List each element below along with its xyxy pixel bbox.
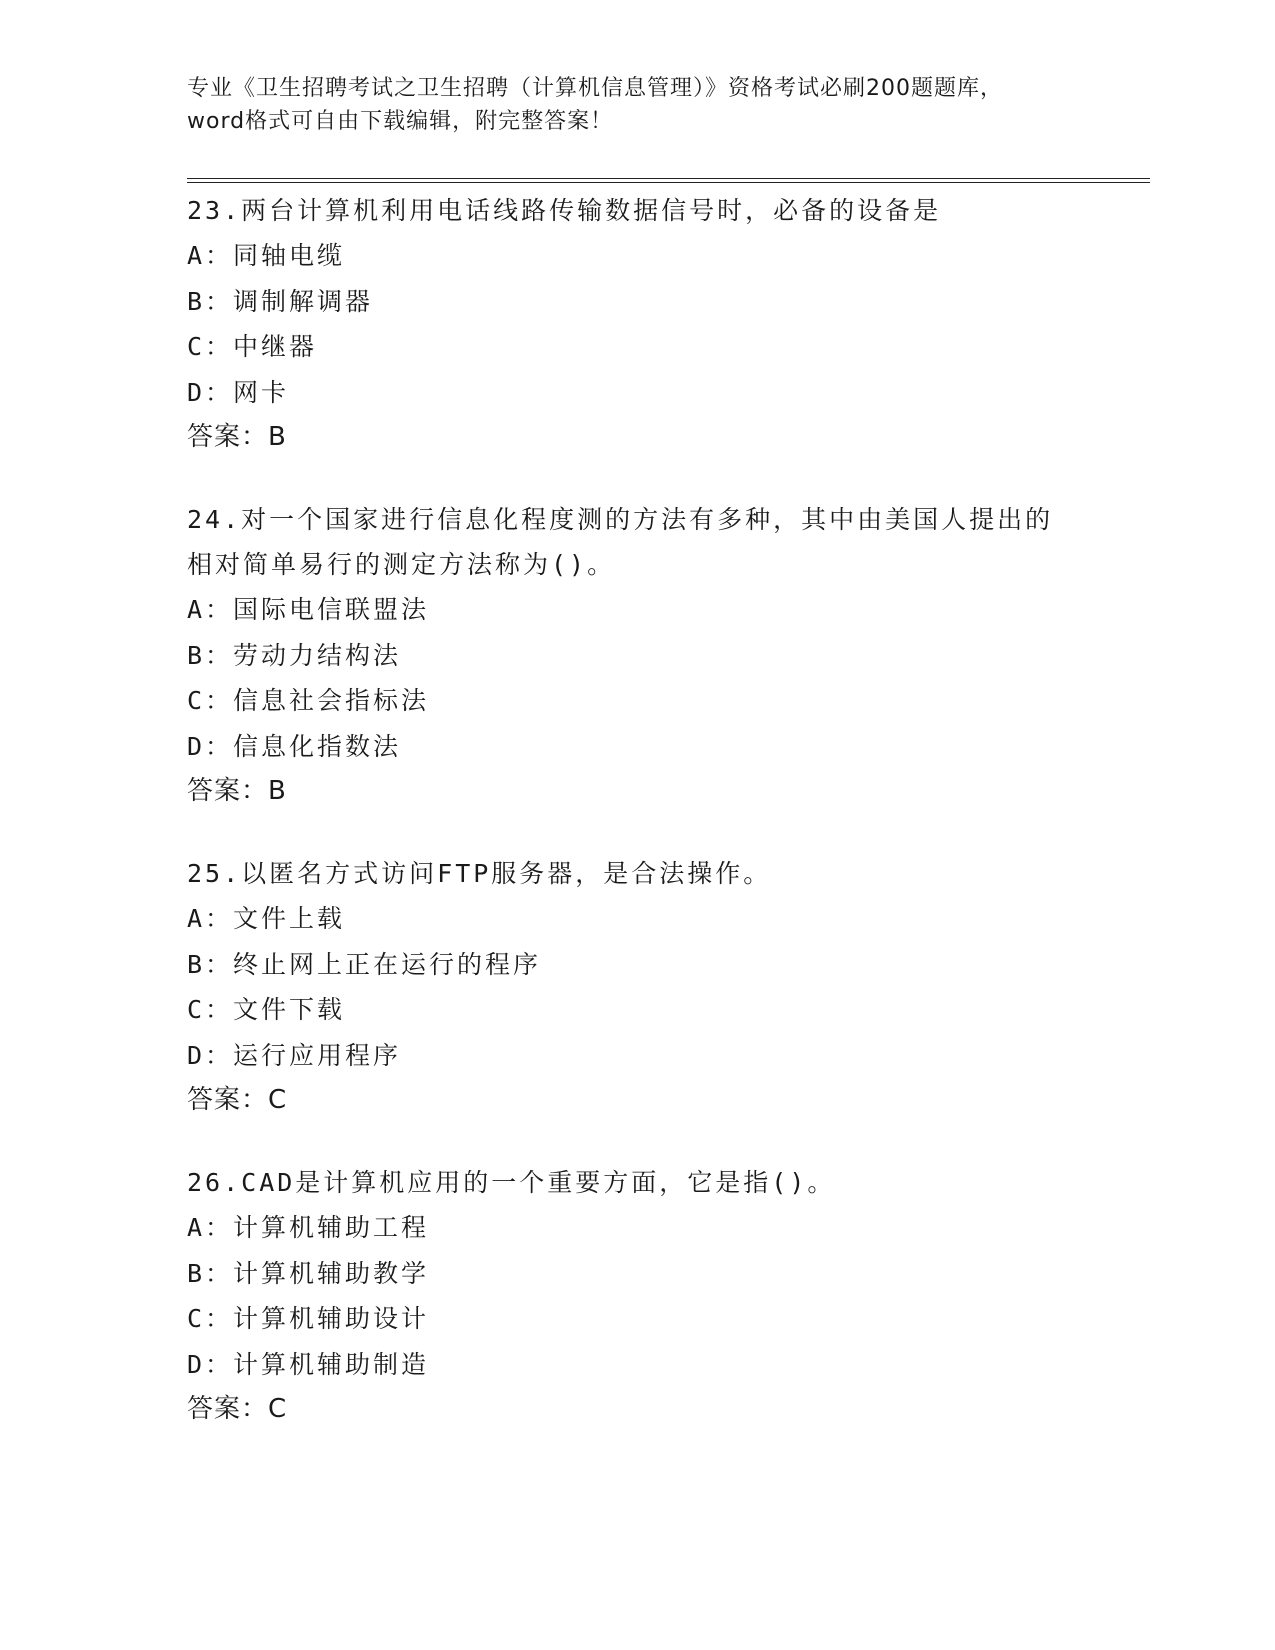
question-title: 23.两台计算机利用电话线路传输数据信号时，必备的设备是 [187,196,942,225]
option-d: D：信息化指数法 [187,731,402,761]
question-title: 26.CAD是计算机应用的一个重要方面，它是指()。 [187,1168,836,1197]
option-a: A：同轴电缆 [187,241,346,270]
option-d: D：计算机辅助制造 [187,1349,430,1379]
option-a: A：计算机辅助工程 [187,1213,430,1242]
option-a: A：国际电信联盟法 [187,595,430,624]
answer-line: 答案：B [187,422,287,452]
question-title: 25.以匿名方式访问FTP服务器，是合法操作。 [187,859,772,888]
option-d: D：运行应用程序 [187,1040,402,1070]
option-c: C：文件下载 [187,995,346,1024]
option-c: C：中继器 [187,332,318,361]
document-header [187,72,1087,138]
question-title: 24.对一个国家进行信息化程度测的方法有多种，其中由美国人提出的相对简单易行的测定方法称为()。 [187,505,1054,579]
option-b: B：调制解调器 [187,286,374,316]
header-line-2: word格式可自由下载编辑，附完整答案！ [187,109,614,134]
question-24 [187,497,1147,814]
answer-line: 答案：B [187,776,287,806]
option-a: A：文件上载 [187,904,346,933]
option-b: B：劳动力结构法 [187,640,402,670]
answer-line: 答案：C [187,1085,288,1115]
option-c: C：计算机辅助设计 [187,1304,430,1333]
header-divider-bottom [187,182,1150,183]
header-divider-top [187,178,1150,179]
option-c: C：信息社会指标法 [187,686,430,715]
question-25 [187,851,1147,1123]
option-b: B：终止网上正在运行的程序 [187,949,542,979]
option-b: B：计算机辅助教学 [187,1258,430,1288]
question-26 [187,1160,1147,1432]
answer-line: 答案：C [187,1394,288,1424]
header-line-1: 专业《卫生招聘考试之卫生招聘（计算机信息管理）》资格考试必刷200题题库， [187,76,1003,101]
option-d: D：网卡 [187,377,290,407]
question-list [187,188,1147,1469]
question-23 [187,188,1147,460]
